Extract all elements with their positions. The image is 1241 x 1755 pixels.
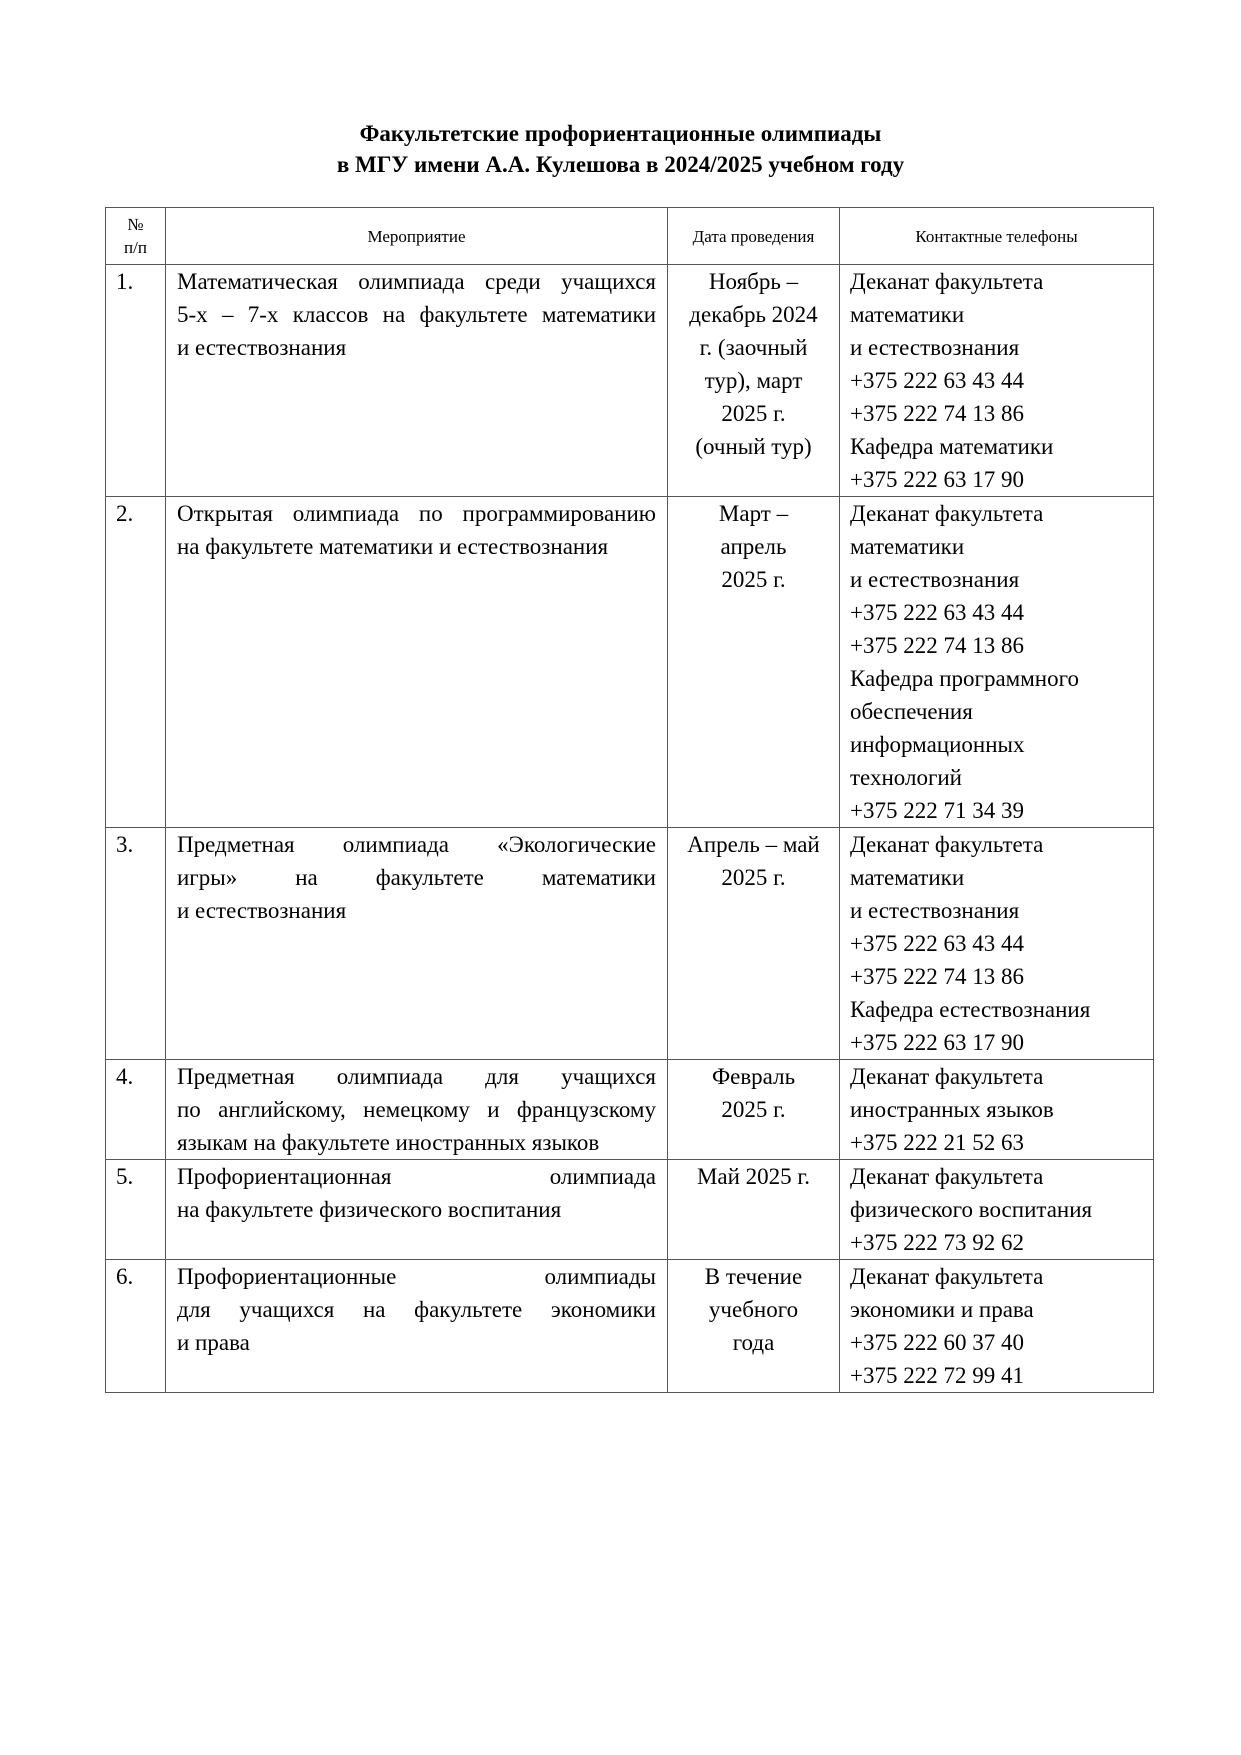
event-line: и естествознания (177, 335, 347, 360)
event-line: для учащихся на факультете экономики (177, 1297, 656, 1322)
contact-line: Кафедра математики (850, 434, 1054, 459)
date-cell (668, 1060, 840, 1160)
contact-line: +375 222 63 17 90 (850, 467, 1024, 492)
contact-line: технологий (850, 765, 962, 790)
contact-line: обеспечения (850, 699, 973, 724)
contact-line: Деканат факультета (850, 1064, 1044, 1089)
contact-line: и естествознания (850, 335, 1020, 360)
event-line: Профориентационные олимпиады (177, 1264, 656, 1289)
event-line: Открытая олимпиада по программированию (177, 501, 656, 526)
event-line: игры» на факультете математики (177, 865, 656, 890)
table-body (106, 265, 1154, 1393)
contact-line: +375 222 72 99 41 (850, 1363, 1024, 1388)
contact-line: +375 222 73 92 62 (850, 1230, 1024, 1255)
row-number: 1. (106, 265, 166, 497)
contact-line: +375 222 63 43 44 (850, 600, 1024, 625)
date-line: 2025 г. (721, 1097, 786, 1122)
table-row (106, 265, 1154, 497)
date-line: года (732, 1330, 775, 1355)
date-line: учебного (708, 1297, 799, 1322)
contact-line: математики (850, 534, 965, 559)
table-row (106, 1060, 1154, 1160)
date-line: Март – (718, 501, 789, 526)
row-number: 5. (106, 1160, 166, 1260)
title-line-1: Факультетские профориентационные олимпиады (359, 121, 882, 146)
contact-line: и естествознания (850, 567, 1020, 592)
contact-line: физического воспитания (850, 1197, 1093, 1222)
contact-line: Деканат факультета (850, 832, 1044, 857)
event-cell (166, 497, 668, 828)
date-line: Май 2025 г. (696, 1164, 811, 1189)
event-cell (166, 1060, 668, 1160)
contacts-cell (840, 1260, 1154, 1393)
contact-line: Деканат факультета (850, 1264, 1044, 1289)
event-line: языкам на факультете иностранных языков (177, 1130, 600, 1155)
title-line-2: в МГУ имени А.А. Кулешова в 2024/2025 учебном году (336, 152, 905, 177)
table-row (106, 1160, 1154, 1260)
contact-line: информационных (850, 732, 1025, 757)
table-row (106, 497, 1154, 828)
event-line: Математическая олимпиада среди учащихся (177, 269, 656, 294)
event-line: Профориентационная олимпиада (177, 1164, 656, 1189)
date-cell (668, 828, 840, 1060)
event-line: по английскому, немецкому и французскому (177, 1097, 656, 1122)
date-line: апрель (720, 534, 787, 559)
contact-line: +375 222 63 43 44 (850, 931, 1024, 956)
contacts-cell (840, 265, 1154, 497)
table-header-row (106, 208, 1154, 265)
contacts-cell (840, 828, 1154, 1060)
date-line: 2025 г. (721, 401, 786, 426)
event-cell (166, 265, 668, 497)
contact-line: математики (850, 302, 965, 327)
document-title (0, 118, 1241, 180)
row-number: 4. (106, 1060, 166, 1160)
event-cell (166, 1260, 668, 1393)
event-line: и естествознания (177, 898, 347, 923)
row-number: 3. (106, 828, 166, 1060)
contact-line: +375 222 71 34 39 (850, 798, 1024, 823)
contact-line: +375 222 60 37 40 (850, 1330, 1024, 1355)
header-num (106, 208, 166, 265)
contacts-cell (840, 1160, 1154, 1260)
date-line: тур), март (704, 368, 803, 393)
date-line: Апрель – май (687, 832, 820, 857)
contacts-cell (840, 1060, 1154, 1160)
contact-line: Деканат факультета (850, 1164, 1044, 1189)
contact-line: Кафедра естествознания (850, 997, 1091, 1022)
contact-line: +375 222 74 13 86 (850, 401, 1024, 426)
event-cell (166, 828, 668, 1060)
date-line: 2025 г. (721, 567, 786, 592)
table-row (106, 1260, 1154, 1393)
event-line: Предметная олимпиада «Экологические (177, 832, 656, 857)
event-line: Предметная олимпиада для учащихся (177, 1064, 656, 1089)
event-line: на факультете физического воспитания (177, 1197, 562, 1222)
date-cell (668, 265, 840, 497)
date-line: декабрь 2024 (689, 302, 818, 327)
contact-line: Деканат факультета (850, 269, 1044, 294)
date-line: 2025 г. (721, 865, 786, 890)
contact-line: +375 222 74 13 86 (850, 633, 1024, 658)
contact-line: Кафедра программного (850, 666, 1079, 691)
date-line: Февраль (711, 1064, 796, 1089)
event-line: на факультете математики и естествознания (177, 534, 609, 559)
header-date: Дата проведения (668, 208, 840, 265)
row-number: 6. (106, 1260, 166, 1393)
contact-line: +375 222 63 17 90 (850, 1030, 1024, 1055)
date-cell (668, 1160, 840, 1260)
table-row (106, 828, 1154, 1060)
contact-line: экономики и права (850, 1297, 1034, 1322)
date-line: (очный тур) (695, 434, 812, 459)
contact-line: +375 222 74 13 86 (850, 964, 1024, 989)
contact-line: +375 222 63 43 44 (850, 368, 1024, 393)
event-line: и права (177, 1330, 250, 1355)
date-cell (668, 497, 840, 828)
header-contacts: Контактные телефоны (840, 208, 1154, 265)
date-line: г. (заочный (699, 335, 808, 360)
event-cell (166, 1160, 668, 1260)
contact-line: математики (850, 865, 965, 890)
contact-line: иностранных языков (850, 1097, 1054, 1122)
date-line: В течение (704, 1264, 803, 1289)
olympiads-table (105, 207, 1154, 1393)
header-num-line-1: № (127, 215, 144, 234)
date-cell (668, 1260, 840, 1393)
row-number: 2. (106, 497, 166, 828)
contact-line: Деканат факультета (850, 501, 1044, 526)
date-line: Ноябрь – (708, 269, 799, 294)
header-event: Мероприятие (166, 208, 668, 265)
contacts-cell (840, 497, 1154, 828)
contact-line: +375 222 21 52 63 (850, 1130, 1024, 1155)
event-line: 5-х – 7-х классов на факультете математики (177, 302, 656, 327)
contact-line: и естествознания (850, 898, 1020, 923)
header-num-line-2: п/п (124, 238, 147, 257)
